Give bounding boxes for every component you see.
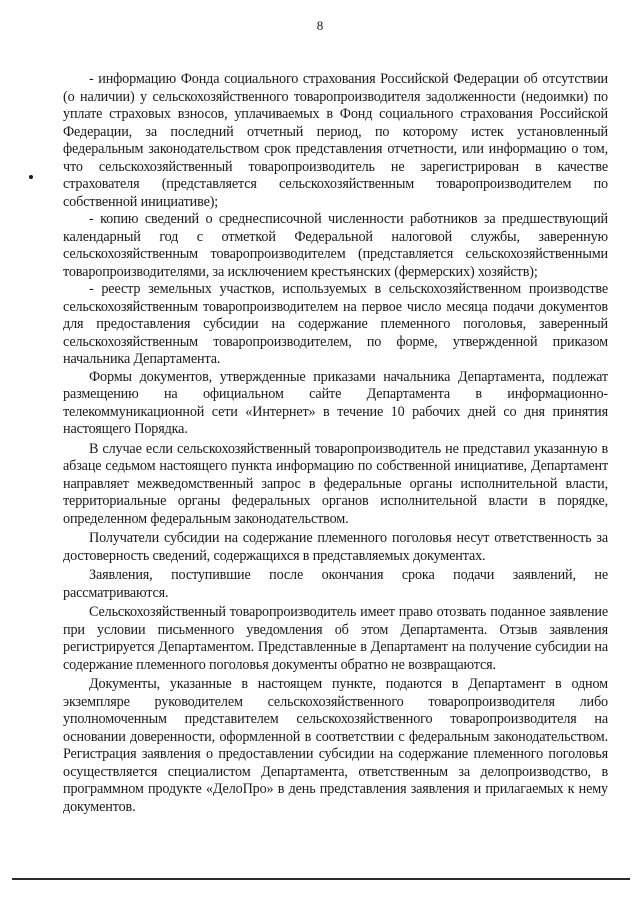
page-bottom-rule [12, 878, 630, 880]
paragraph-land-registry: - реестр земельных участков, используемых в сельскохозяйственном производстве сельскохозяйственным товаропроизводителем на первое число месяца подачи документов для предоставления субсидии на содержание племенного поголовья, заверенный сельскохозяйственным товаропроизводителем, по форме, утвержденной приказом начальника Департамента. [63, 281, 608, 367]
paragraph-document-forms: Формы документов, утвержденные приказами начальника Департамента, подлежат размещению на официальном сайте Департамента в информационно-телекоммуникационной сети «Интернет» в течение 10 рабочих дней со дня принятия настоящего Порядка. [63, 368, 608, 437]
page-number: 8 [316, 18, 324, 33]
paragraph-withdrawal: Сельскохозяйственный товаропроизводитель имеет право отозвать поданное заявление при условии письменного уведомления об этом Департамента. Отзыв заявления регистрируется Департаментом. Представленные в Департамент на получение субсидии на содержание племенного поголовья документы обратно не возвращаются. [63, 604, 608, 673]
document-body [63, 71, 608, 816]
paragraph-interagency-request: В случае если сельскохозяйственный товаропроизводитель не представил указанную в абзаце седьмом настоящего пункта информацию по собственной инициативе, Департамент направляет межведомственный запрос в федеральные органы исполнительной власти, территориальные органы федеральных органов исполнительной власти в порядке, определенном федеральным законодательством. [63, 440, 608, 527]
paragraph-submission: Документы, указанные в настоящем пункте, подаются в Департамент в одном экземпляре руководителем сельскохозяйственного товаропроизводителя либо уполномоченным представителем сельскохозяйственного товаропроизводителя на основании доверенности, оформленной в соответствии с федеральным законодательством. Регистрация заявления о предоставлении субсидии на содержание племенного поголовья осуществляется специалистом Департамента, ответственным за делопроизводство, в программном продукте «ДелоПро» в день представления заявления и прилагаемых к нему документов. [63, 676, 608, 815]
paragraph-responsibility: Получатели субсидии на содержание племенного поголовья несут ответственность за достоверность сведений, содержащихся в представляемых документах. [63, 530, 608, 564]
paragraph-late-applications: Заявления, поступившие после окончания срока подачи заявлений, не рассматриваются. [63, 567, 608, 601]
paragraph-fss-info: - информацию Фонда социального страхования Российской Федерации об отсутствии (о наличии) у сельскохозяйственного товаропроизводителя задолженности (недоимки) по уплате страховых взносов, уплачиваемых в Фонд социального страхования Российской Федерации, за последний отчетный период, по которому истек установленный федеральным законодательством срок представления отчетности, или информацию о том, что сельскохозяйственный товаропроизводитель не зарегистрирован в качестве страхователя (представляется сельскохозяйственным товаропроизводителем по собственной инициативе); [63, 71, 608, 210]
paragraph-employee-count: - копию сведений о среднесписочной численности работников за предшествующий календарный год с отметкой Федеральной налоговой службы, заверенную сельскохозяйственным товаропроизводителем (представляется сельскохозяйственными товаропроизводителями, за исключением крестьянских (фермерских) хозяйств); [63, 211, 608, 280]
scan-mark [29, 175, 33, 179]
